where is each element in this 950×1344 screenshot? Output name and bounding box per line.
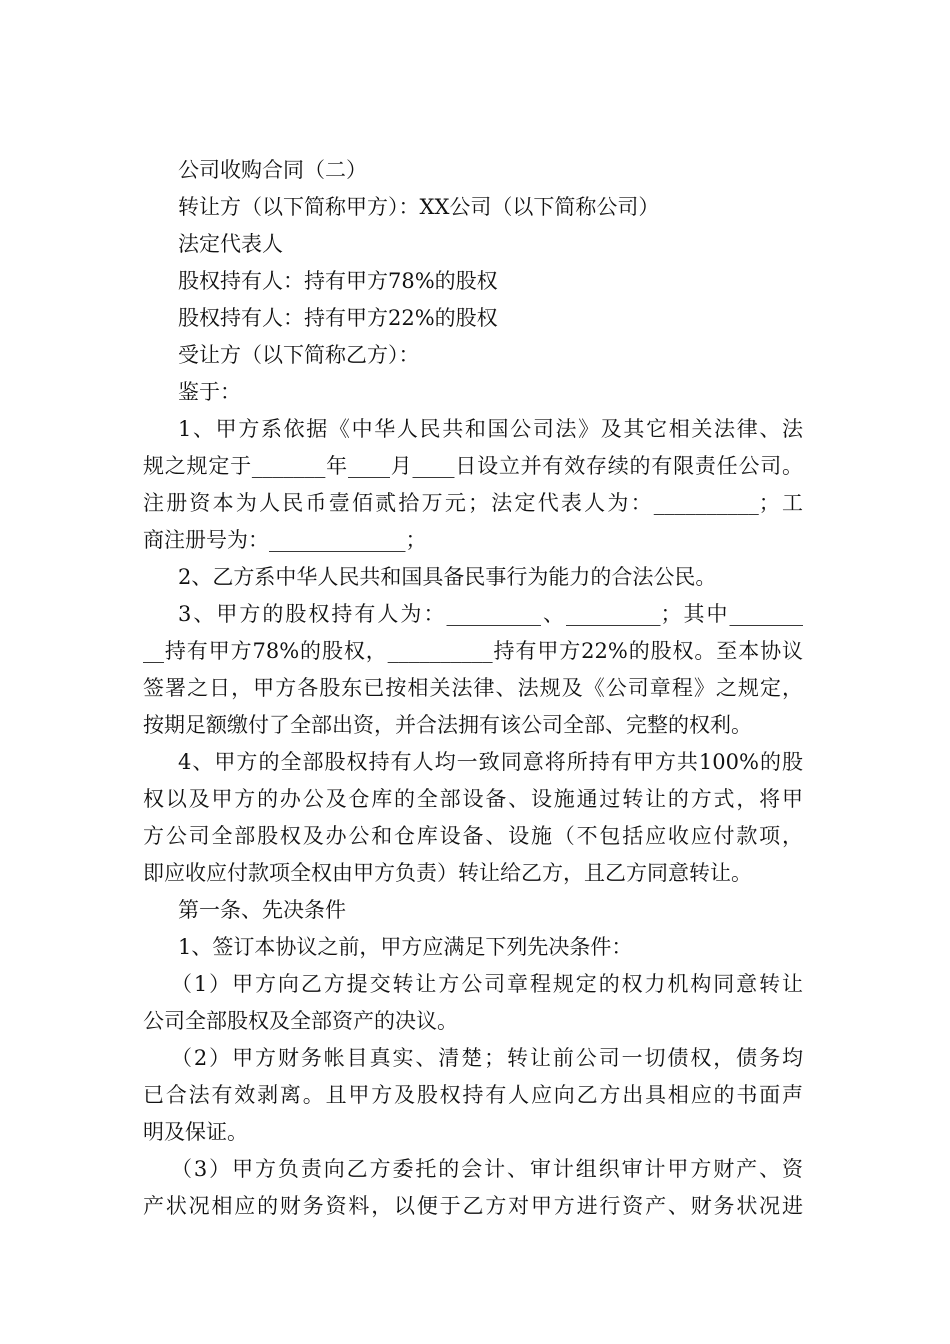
contract-body xyxy=(143,152,803,1225)
condition-1-line-2: 公司全部股权及全部资产的决议。 xyxy=(143,1009,458,1033)
clause-3-line-2: __持有甲方78%的股权，__________持有甲方22%的股权。至本协议 xyxy=(143,639,803,663)
transferor-line: 转让方（以下简称甲方）：XX公司（以下简称公司） xyxy=(178,195,660,219)
article-1-item-1: 1、签订本协议之前，甲方应满足下列先决条件： xyxy=(178,935,633,959)
condition-2-line-2: 已合法有效剥离。且甲方及股权持有人应向乙方出具相应的书面声 xyxy=(143,1083,803,1107)
clause-1-line-3: 注册资本为人民币壹佰贰拾万元；法定代表人为：__________；工 xyxy=(143,491,803,515)
whereas-heading: 鉴于： xyxy=(178,380,241,404)
condition-3-line-1: （3）甲方负责向乙方委托的会计、审计组织审计甲方财产、资 xyxy=(171,1157,803,1181)
clause-4-line-1: 4、甲方的全部股权持有人均一致同意将所持有甲方共100%的股 xyxy=(178,750,803,774)
condition-1-line-1: （1）甲方向乙方提交转让方公司章程规定的权力机构同意转让 xyxy=(171,972,803,996)
transferee-line: 受让方（以下简称乙方）： xyxy=(178,343,420,367)
document-title: 公司收购合同（二） xyxy=(178,158,367,182)
condition-3-line-2: 产状况相应的财务资料，以便于乙方对甲方进行资产、财务状况进 xyxy=(143,1194,803,1218)
condition-2-line-1: （2）甲方财务帐目真实、清楚；转让前公司一切债权，债务均 xyxy=(171,1046,803,1070)
clause-1-line-4: 商注册号为：_____________； xyxy=(143,528,427,552)
clause-2-line-1: 2、乙方系中华人民共和国具备民事行为能力的合法公民。 xyxy=(178,565,717,589)
condition-2-line-3: 明及保证。 xyxy=(143,1120,248,1144)
clause-3-line-3: 签署之日，甲方各股东已按相关法律、法规及《公司章程》之规定， xyxy=(143,676,803,700)
clause-4-line-4: 即应收应付款项全权由甲方负责）转让给乙方，且乙方同意转让。 xyxy=(143,861,752,885)
clause-3-line-4: 按期足额缴付了全部出资，并合法拥有该公司全部、完整的权利。 xyxy=(143,713,752,737)
clause-1-line-1: 1、甲方系依据《中华人民共和国公司法》及其它相关法律、法 xyxy=(178,417,803,441)
clause-4-line-2: 权以及甲方的办公及仓库的全部设备、设施通过转让的方式，将甲 xyxy=(143,787,803,811)
legal-representative-line: 法定代表人 xyxy=(178,232,283,256)
clause-3-line-1: 3、甲方的股权持有人为：_________、_________；其中_______ xyxy=(178,602,803,626)
shareholder-line-1: 股权持有人：持有甲方78%的股权 xyxy=(178,269,498,293)
article-1-heading: 第一条、先决条件 xyxy=(178,898,346,922)
clause-1-line-2: 规之规定于_______年____月____日设立并有效存续的有限责任公司。 xyxy=(143,454,803,478)
clause-4-line-3: 方公司全部股权及办公和仓库设备、设施（不包括应收应付款项， xyxy=(143,824,803,848)
shareholder-line-2: 股权持有人：持有甲方22%的股权 xyxy=(178,306,498,330)
